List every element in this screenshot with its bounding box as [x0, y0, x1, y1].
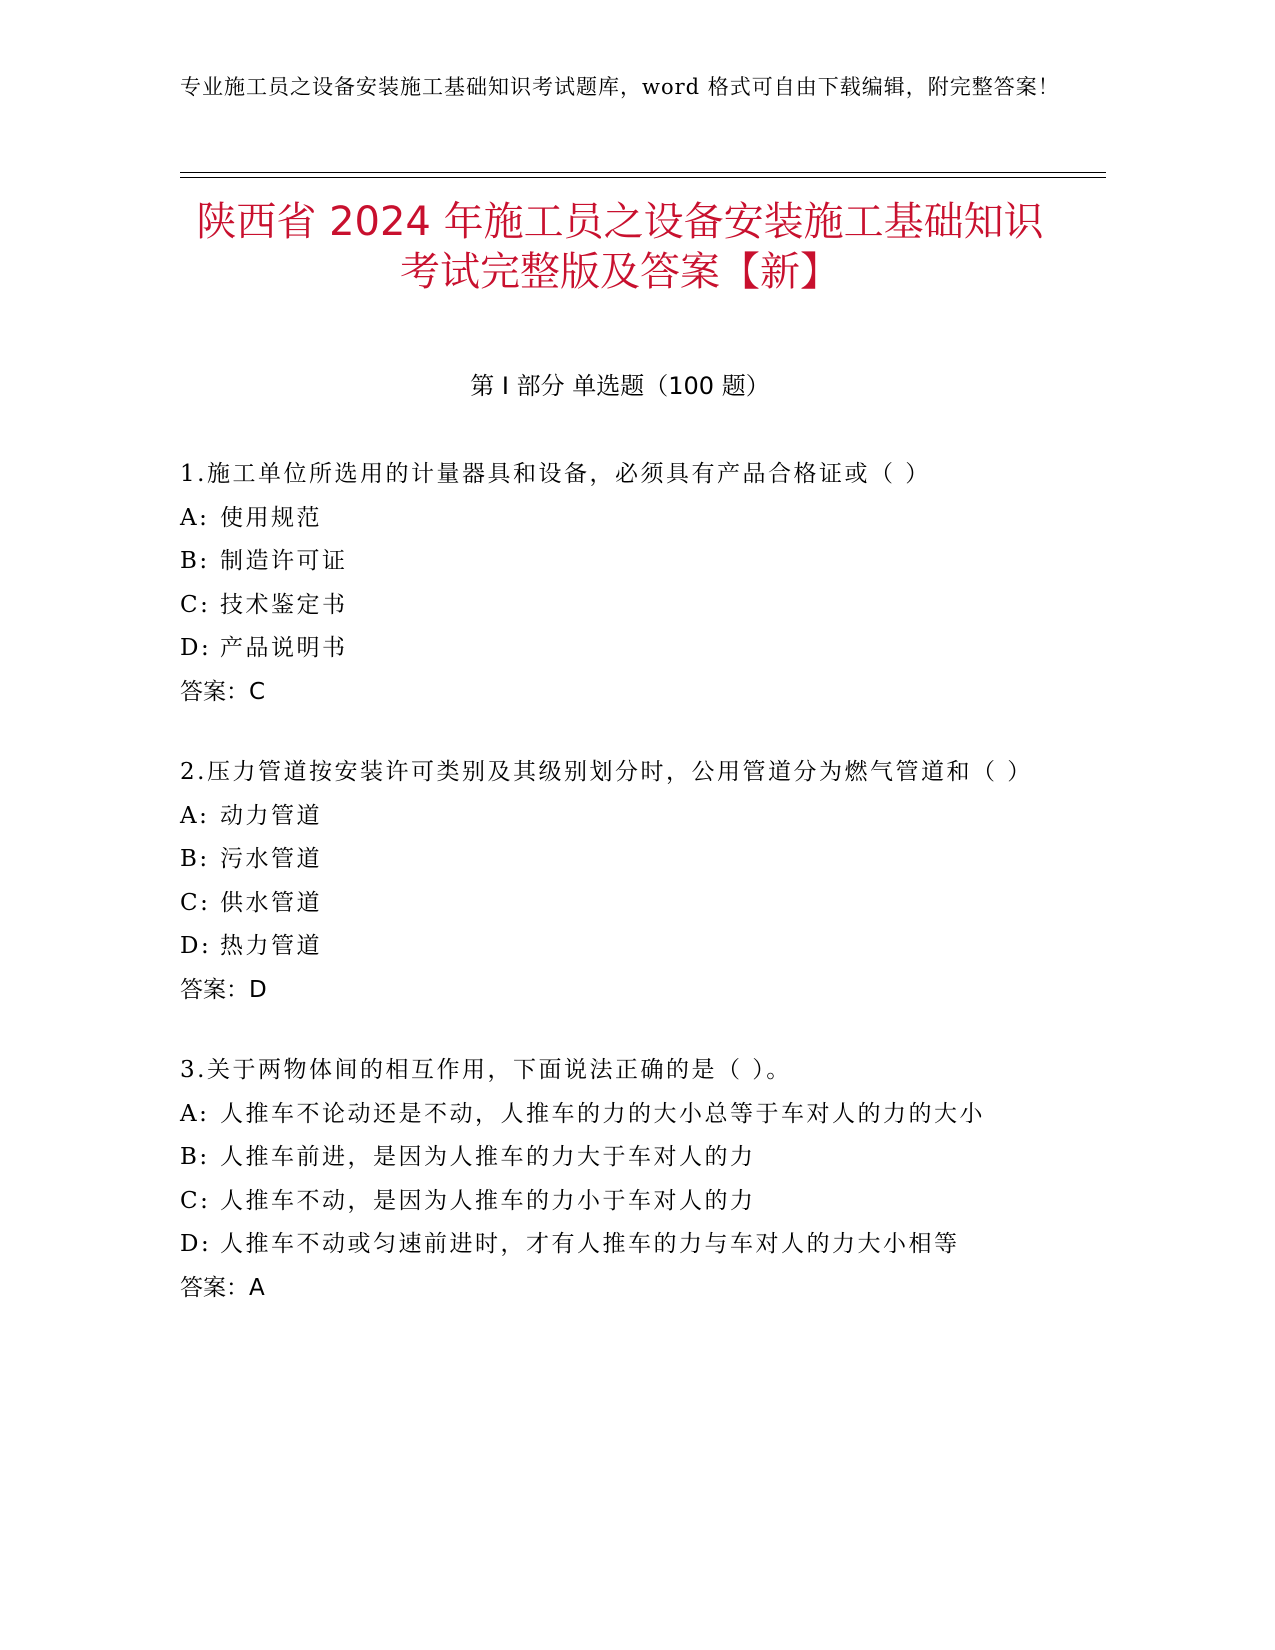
option-d — [180, 925, 1040, 969]
answer-line: 答案：C — [180, 678, 266, 705]
option-key: D: — [180, 635, 212, 661]
question-stem: 1.施工单位所选用的计量器具和设备，必须具有产品合格证或（ ） — [180, 461, 931, 487]
option-text: 污水管道 — [220, 846, 322, 872]
document-title: 陕西省 2024 年施工员之设备安装施工基础知识考试完整版及答案【新】 — [196, 199, 1044, 295]
answer-line: 答案：A — [180, 1274, 265, 1301]
question-1 — [180, 453, 1040, 714]
option-key: B: — [180, 1144, 210, 1170]
question-2 — [180, 751, 1040, 1012]
option-b — [180, 540, 1040, 584]
option-key: D: — [180, 933, 212, 959]
option-key: C: — [180, 1187, 211, 1214]
option-text: 技术鉴定书 — [220, 591, 348, 618]
option-d — [180, 627, 1040, 671]
option-text: 人推车不动，是因为人推车的力小于车对人的力 — [220, 1187, 756, 1214]
option-b — [180, 1136, 1040, 1180]
option-key: A: — [180, 1100, 210, 1127]
question-list — [180, 453, 1040, 1347]
option-text: 热力管道 — [220, 933, 322, 959]
option-key: C: — [180, 591, 211, 618]
option-c — [180, 1180, 1040, 1224]
option-key: C: — [180, 889, 211, 916]
question-stem: 2.压力管道按安装许可类别及其级别划分时，公用管道分为燃气管道和（ ） — [180, 759, 1033, 785]
option-key: D: — [180, 1231, 212, 1257]
option-text: 人推车不动或匀速前进时，才有人推车的力与车对人的力大小相等 — [220, 1231, 960, 1257]
option-c — [180, 584, 1040, 628]
header-divider-top — [180, 172, 1106, 173]
option-text: 供水管道 — [220, 889, 322, 916]
option-a — [180, 795, 1040, 839]
question-3 — [180, 1049, 1040, 1310]
answer-line: 答案：D — [180, 976, 267, 1003]
option-key: A: — [180, 802, 210, 829]
option-key: A: — [180, 504, 210, 531]
option-text: 使用规范 — [220, 504, 322, 531]
option-text: 人推车不论动还是不动，人推车的力的大小总等于车对人的力的大小 — [220, 1100, 985, 1127]
header-divider-bottom — [180, 177, 1106, 178]
section-heading: 第 I 部分 单选题（100 题） — [470, 372, 770, 400]
header-note: 专业施工员之设备安装施工基础知识考试题库，word 格式可自由下载编辑，附完整答案！ — [180, 75, 1060, 99]
option-text: 人推车前进，是因为人推车的力大于车对人的力 — [220, 1144, 756, 1170]
option-a — [180, 1093, 1040, 1137]
option-b — [180, 838, 1040, 882]
option-text: 产品说明书 — [220, 635, 348, 661]
option-text: 动力管道 — [220, 802, 322, 829]
option-key: B: — [180, 548, 210, 574]
option-text: 制造许可证 — [220, 548, 348, 574]
question-stem: 3.关于两物体间的相互作用，下面说法正确的是（ ）。 — [180, 1057, 792, 1083]
option-c — [180, 882, 1040, 926]
option-a — [180, 497, 1040, 541]
option-key: B: — [180, 846, 210, 872]
option-d — [180, 1223, 1040, 1267]
